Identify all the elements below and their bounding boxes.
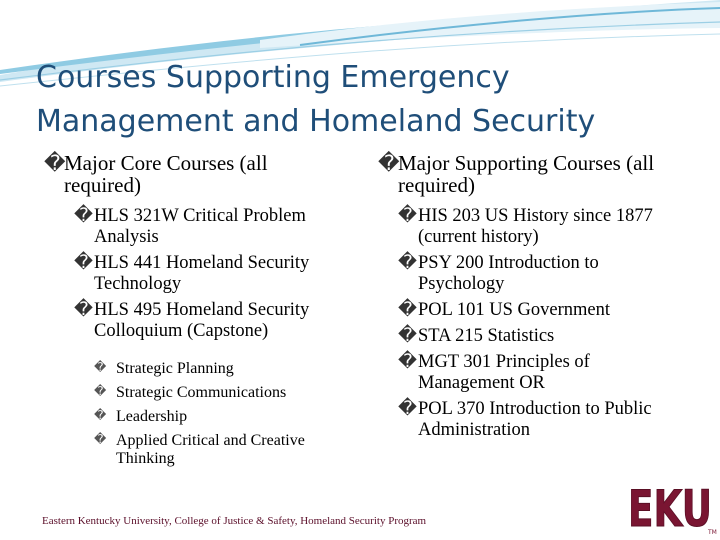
supporting-course-text: HIS 203 US History since 1877 (current history) — [418, 206, 653, 247]
capstone-topic-item — [44, 406, 344, 426]
capstone-topic-text: Strategic Communications — [116, 384, 287, 401]
bullet-icon: � — [378, 151, 400, 175]
major-core-courses-column — [44, 152, 344, 472]
core-courses-heading — [44, 152, 344, 196]
supporting-course-item — [378, 253, 678, 295]
capstone-topic-text: Strategic Planning — [116, 360, 234, 377]
eku-logo-text: EKU — [628, 480, 712, 536]
bullet-icon: � — [398, 326, 417, 346]
supporting-course-text: POL 370 Introduction to Public Administration — [418, 399, 652, 440]
bullet-icon: � — [74, 206, 93, 226]
core-course-item — [44, 253, 344, 295]
core-course-text: HLS 441 Homeland Security Technology — [94, 253, 310, 294]
capstone-topic-item — [44, 358, 344, 378]
supporting-heading-text: Major Supporting Courses (all required) — [398, 151, 655, 197]
core-course-text: HLS 321W Critical Problem Analysis — [94, 206, 306, 247]
supporting-course-item — [378, 352, 678, 394]
supporting-courses-heading — [378, 152, 678, 196]
supporting-course-text: MGT 301 Principles of Management OR — [418, 352, 590, 393]
capstone-topic-item — [44, 382, 344, 402]
bullet-icon: � — [94, 408, 107, 422]
core-course-item — [44, 206, 344, 248]
core-course-text: HLS 495 Homeland Security Colloquium (Capstone) — [94, 300, 310, 341]
supporting-course-item — [378, 206, 678, 248]
supporting-course-text: STA 215 Statistics — [418, 326, 555, 346]
bullet-icon: � — [398, 399, 417, 419]
capstone-topic-item — [44, 430, 344, 468]
slide-title: Courses Supporting Emergency Management and Homeland Security — [36, 60, 596, 139]
bullet-icon: � — [74, 300, 93, 320]
eku-logo — [626, 474, 718, 536]
bullet-icon: � — [398, 206, 417, 226]
bullet-icon: � — [94, 384, 107, 398]
footer-credit: Eastern Kentucky University, College of Justice & Safety, Homeland Security Program — [42, 515, 427, 527]
bullet-icon: � — [94, 432, 107, 446]
major-supporting-courses-column — [378, 152, 678, 446]
supporting-course-item — [378, 399, 678, 441]
supporting-course-text: POL 101 US Government — [418, 300, 611, 320]
bullet-icon: � — [398, 352, 417, 372]
bullet-icon: � — [398, 253, 417, 273]
supporting-course-item — [378, 326, 678, 347]
supporting-course-item — [378, 300, 678, 321]
eku-logo-trademark: TM — [708, 529, 717, 536]
bullet-icon: � — [398, 300, 417, 320]
core-course-item — [44, 300, 344, 342]
capstone-topic-text: Leadership — [116, 408, 188, 425]
bullet-icon: � — [74, 253, 93, 273]
bullet-icon: � — [94, 360, 107, 374]
supporting-course-text: PSY 200 Introduction to Psychology — [418, 253, 599, 294]
bullet-icon: � — [44, 151, 66, 175]
core-heading-text: Major Core Courses (all required) — [64, 151, 268, 197]
capstone-topics-list — [44, 358, 344, 468]
capstone-topic-text: Applied Critical and Creative Thinking — [116, 432, 305, 467]
